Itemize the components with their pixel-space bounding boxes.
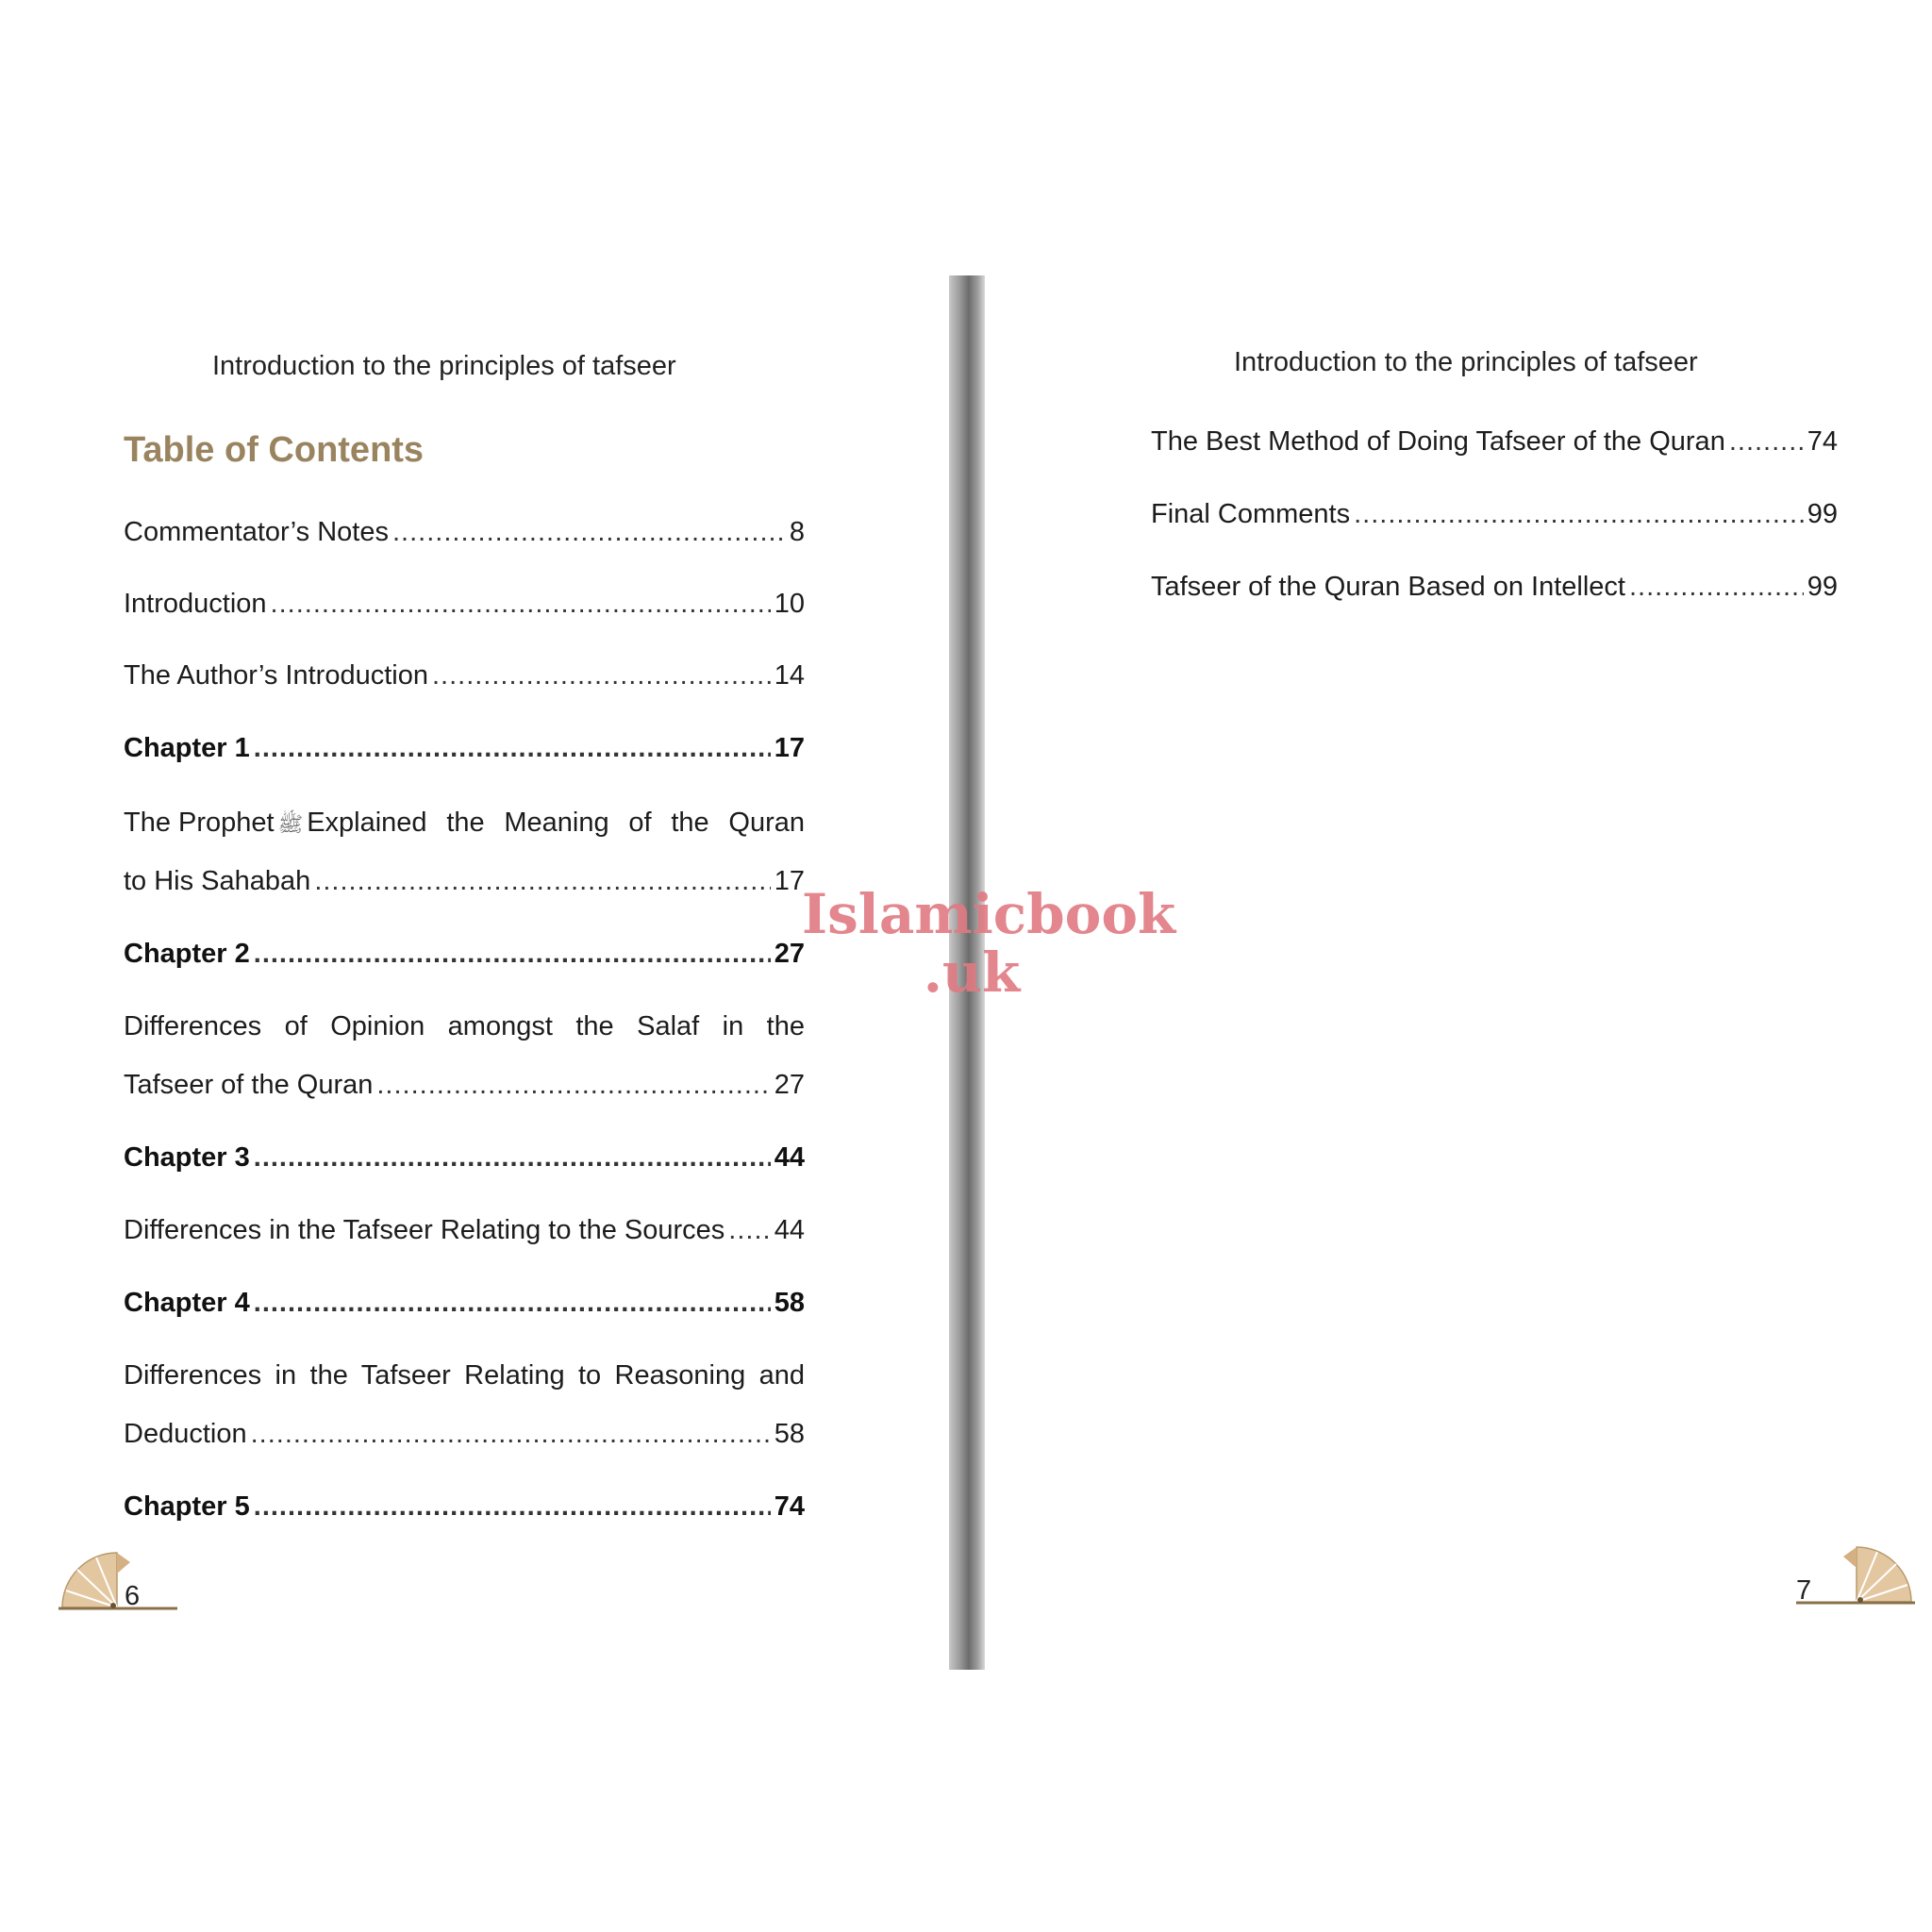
toc-entry-page: 99 [1807,499,1838,529]
dot-leader [728,1215,770,1246]
toc-entry-differences-reasoning-line2[interactable] [124,1419,805,1450]
dot-leader [376,1070,770,1101]
dot-leader [1729,426,1804,458]
right-page [972,0,1932,1932]
toc-entry-best-method[interactable] [1151,426,1838,458]
toc-entry-page: 58 [774,1288,805,1318]
toc-entry-page: 17 [774,733,805,763]
toc-entry-page: 74 [1807,426,1838,457]
dot-leader [254,733,771,764]
dot-leader [1629,572,1804,603]
toc-entry-introduction[interactable] [124,589,805,620]
toc-entry-page: 74 [774,1491,805,1522]
toc-entry-title: Tafseer of the Quran [124,1070,374,1100]
toc-entry-chapter-3[interactable] [124,1142,805,1174]
toc-entry-page: 58 [774,1419,805,1449]
dot-leader [314,866,770,897]
dot-leader [254,1142,771,1174]
watermark-line1: Islamicbook [802,882,1176,946]
toc-entry-title: Deduction [124,1419,247,1449]
toc-entry-chapter-1[interactable] [124,733,805,764]
toc-entry-title-part-a: The Prophet [124,808,275,838]
toc-entry-page: 44 [774,1215,805,1245]
corner-ornament-left-icon [58,1549,181,1611]
dot-leader [251,1419,771,1450]
toc-entry-commentators-notes[interactable] [124,517,805,548]
toc-entry-prophet-explained-line2[interactable] [124,866,805,897]
toc-entry-title: The Author’s Introduction [124,660,428,691]
watermark-line2: .uk [923,941,1021,1005]
toc-entry-final-comments[interactable] [1151,499,1838,530]
toc-entry-differences-reasoning-line1[interactable]: Differences in the Tafseer Relating to Reasoning and [124,1360,805,1391]
toc-entry-differences-salaf-line1[interactable]: Differences of Opinion amongst the Salaf in the [124,1011,805,1041]
toc-entry-title: Chapter 4 [124,1288,250,1318]
toc-entry-title: Chapter 1 [124,733,250,763]
toc-entry-page: 14 [774,660,805,691]
toc-entry-tafseer-intellect[interactable] [1151,572,1838,603]
toc-entry-chapter-4[interactable] [124,1288,805,1319]
toc-entry-title: Introduction [124,589,267,619]
left-running-head: Introduction to the principles of tafseer [212,351,676,381]
toc-entry-title: Final Comments [1151,499,1351,529]
toc-entry-title: to His Sahabah [124,866,311,896]
page-number-right: 7 [1796,1575,1812,1606]
page-number-left: 6 [125,1581,141,1611]
dot-leader [254,1491,771,1523]
toc-entry-page: 27 [774,939,805,969]
dot-leader [254,1288,771,1319]
toc-entry-page: 44 [774,1142,805,1173]
dot-leader [432,660,771,691]
dot-leader [392,517,786,548]
toc-title: Table of Contents [124,430,425,470]
salawat-glyph-icon: ﷺ [277,812,304,836]
dot-leader [271,589,771,620]
toc-entry-authors-introduction[interactable] [124,660,805,691]
toc-entry-page: 10 [774,589,805,619]
toc-entry-differences-sources[interactable] [124,1215,805,1246]
toc-entry-title: Chapter 3 [124,1142,250,1173]
toc-entry-page: 99 [1807,572,1838,602]
toc-entry-title: Chapter 5 [124,1491,250,1522]
toc-entry-title: Tafseer of the Quran Based on Intellect [1151,572,1625,602]
toc-entry-title-part-b: Explained the Meaning of the Quran [307,808,805,838]
toc-entry-title: Differences in the Tafseer Relating to the Sources [124,1215,725,1245]
corner-ornament-right-icon [1792,1543,1915,1606]
dot-leader [254,939,771,970]
toc-entry-title: Chapter 2 [124,939,250,969]
toc-entry-page: 17 [774,866,805,896]
toc-entry-chapter-2[interactable] [124,939,805,970]
toc-entry-page: 8 [789,517,805,547]
toc-entry-title: Commentator’s Notes [124,517,389,547]
toc-entry-differences-salaf-line2[interactable] [124,1070,805,1101]
right-running-head: Introduction to the principles of tafseer [1234,347,1698,377]
toc-entry-prophet-explained-line1[interactable] [124,808,805,841]
toc-entry-page: 27 [774,1070,805,1100]
toc-entry-chapter-5[interactable] [124,1491,805,1523]
dot-leader [1354,499,1804,530]
toc-entry-title: The Best Method of Doing Tafseer of the Quran [1151,426,1725,457]
